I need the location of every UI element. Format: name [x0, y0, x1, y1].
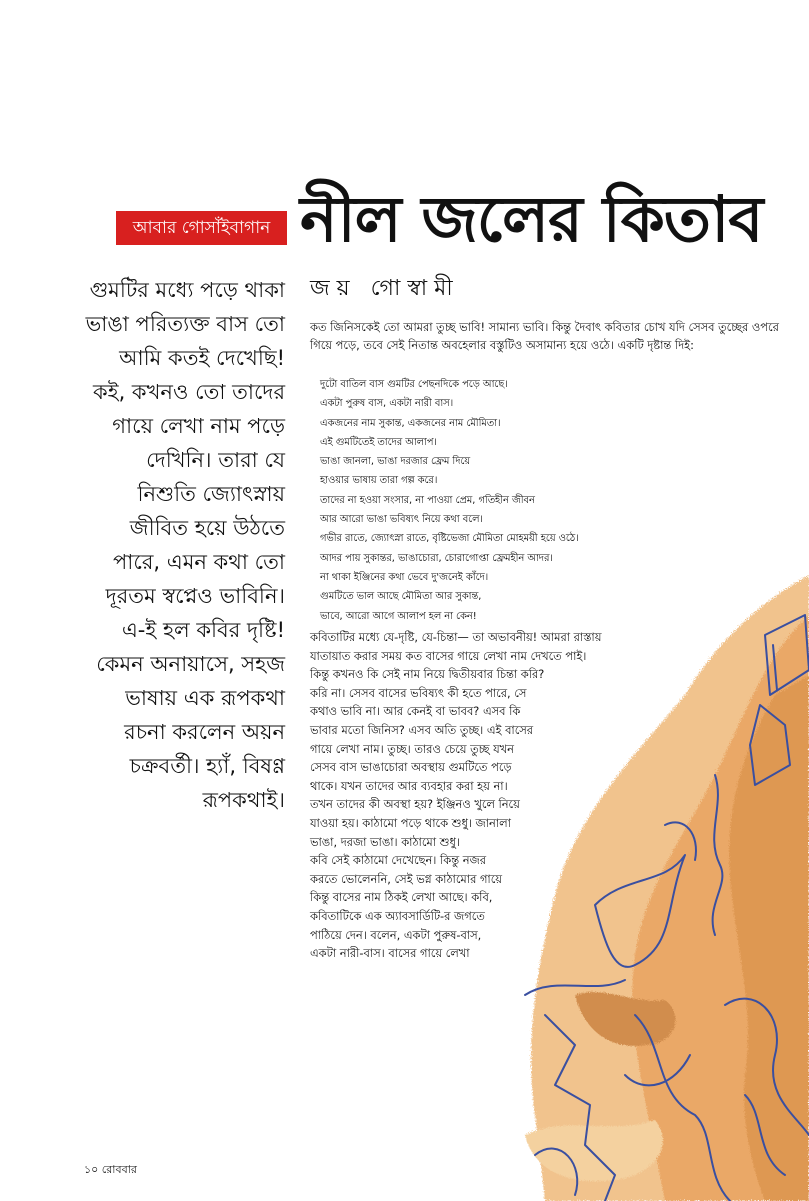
body-line: কথাও ভাবি না। আর কেনই বা ভাবব? এসব কি	[310, 704, 521, 719]
poem-line: না থাকা ইঞ্জিনের কথা ভেবে দু'জনেই কাঁদে।	[320, 571, 489, 583]
poem-line: গভীর রাতে, জ্যোৎস্না রাতে, বৃষ্টিভেজা মৌমিতা মোহময়ী হয়ে ওঠে।	[320, 533, 579, 545]
poem-line: তাদের না হওয়া সংসার, না পাওয়া প্রেম, গতিহীন জীবন	[320, 494, 535, 506]
poem-line: আদর পায় সুকান্তর, ভাঙাচোরা, চোরাগোপ্তা ফ্রেমহীন আদর।	[320, 552, 553, 564]
body-line: পাঠিয়ে দেন। বলেন, একটা পুরুষ-বাস,	[310, 927, 482, 942]
body-line: একটা নারী-বাস। বাসের গায়ে লেখা	[310, 946, 470, 961]
intro-paragraph: কত জিনিসকেই তো আমরা তুচ্ছ ভাবি! সামান্য ভাবি। কিন্তু দৈবাৎ কবিতার চোখ যদি সেসব তুচ্ছের ওপরে গিয়ে পড়ে, তবে সেই নিতান্ত অবহেলার বস্তুটিও অসামান্য হয়ে ওঠে। একটি দৃষ্টান্ত দিই:	[310, 320, 779, 353]
article-title: নীল জলের কিতাব	[300, 183, 763, 256]
poem-line: আর আরো ভাঙা ভবিষ্যৎ নিয়ে কথা বলে।	[320, 514, 483, 526]
body-line: গায়ে লেখা নাম। তুচ্ছ। তারও চেয়ে তুচ্ছ যখন	[310, 741, 514, 756]
author-name: জয় গোস্বামী	[310, 276, 460, 301]
body-line: সেসব বাস ভাঙাচোরা অবস্থায় গুমটিতে পড়ে	[310, 760, 512, 775]
section-label: আবার গোসাঁইবাগান	[116, 211, 287, 245]
poem-line: একটা পুরুষ বাস, একটা নারী বাস।	[320, 398, 454, 410]
body-line: যাতায়াত করার সময় কত বাসের গায়ে লেখা নাম দেখতে পাই।	[310, 648, 587, 663]
pull-quote: গুমটির মধ্যে পড়ে থাকা ভাঙা পরিত্যক্ত বাস তো আমি কতই দেখেছি! কই, কখনও তো তাদের গায়ে লেখা নাম পড়ে দেখিনি। তারা যে নিশুতি জ্যোৎস্নায় জীবিত হয়ে উঠতে পারে, এমন কথা তো দূরতম স্বপ্নেও ভাবিনি। এ-ই হল কবির দৃষ্টি! কেমন অনায়াসে, সহজ ভাষায় এক রূপকথা রচনা করলেন অয়ন চক্রবর্তী। হ্যাঁ, বিষণ্ণ রূপকথাই।	[85, 278, 285, 812]
poem-line: হাওয়ার ভাষায় তারা গল্প করে।	[320, 475, 438, 487]
body-line: কিন্তু কখনও কি সেই নাম নিয়ে দ্বিতীয়বার চিন্তা করি?	[310, 667, 545, 682]
body-line: করতে ভোলেননি, সেই ভগ্ন কাঠামোর গায়ে	[310, 871, 503, 886]
body-line: ভাবার মতো জিনিস? এসব অতি তুচ্ছ। এই বাসের	[310, 722, 534, 737]
poem-line: গুমটিতে ভাল আছে মৌমিতা আর সুকান্ত,	[320, 591, 482, 603]
poem-line: এই গুমটিতেই তাদের আলাপ।	[320, 436, 437, 448]
body-line: কিন্তু বাসের নাম ঠিকই লেখা আছে। কবি,	[310, 890, 493, 905]
body-line: কবিতাটিকে এক অ্যাবসার্ডিটি-র জগতে	[310, 908, 485, 923]
body-line: করি না। সেসব বাসের ভবিষ্যৎ কী হতে পারে, সে	[310, 685, 527, 700]
body-line: ভাঙা, দরজা ভাঙা। কাঠামো শুধু।	[310, 834, 460, 849]
poem-line: ভাঙা জানলা, ভাঙা দরজার ফ্রেম দিয়ে	[320, 456, 471, 468]
body-line: থাকে। যখন তাদের আর ব্যবহার করা হয় না।	[310, 778, 508, 793]
page-footer: ১০ রোববার	[84, 1163, 137, 1176]
poem-block	[320, 375, 720, 626]
body-line: কবি সেই কাঠামো দেখেছেন। কিন্তু নজর	[310, 853, 486, 868]
poem-line: দুটো বাতিল বাস গুমটির পেছনদিকে পড়ে আছে।	[320, 379, 508, 390]
poem-line: একজনের নাম সুকান্ত, একজনের নাম মৌমিতা।	[320, 417, 501, 429]
body-text	[310, 628, 680, 963]
poem-line: ভাবে, আরো আগে আলাপ হল না কেন!	[320, 610, 477, 622]
body-line: কবিতাটির মধ্যে যে-দৃষ্টি, যে-চিন্তা— তা অভাবনীয়! আমরা রাস্তায়	[310, 630, 602, 644]
body-line: যাওয়া হয়। কাঠামো পড়ে থাকে শুধু। জানালা	[310, 815, 511, 830]
body-line: তখন তাদের কী অবস্থা হয়? ইঞ্জিনও খুলে নিয়ে	[310, 797, 520, 812]
